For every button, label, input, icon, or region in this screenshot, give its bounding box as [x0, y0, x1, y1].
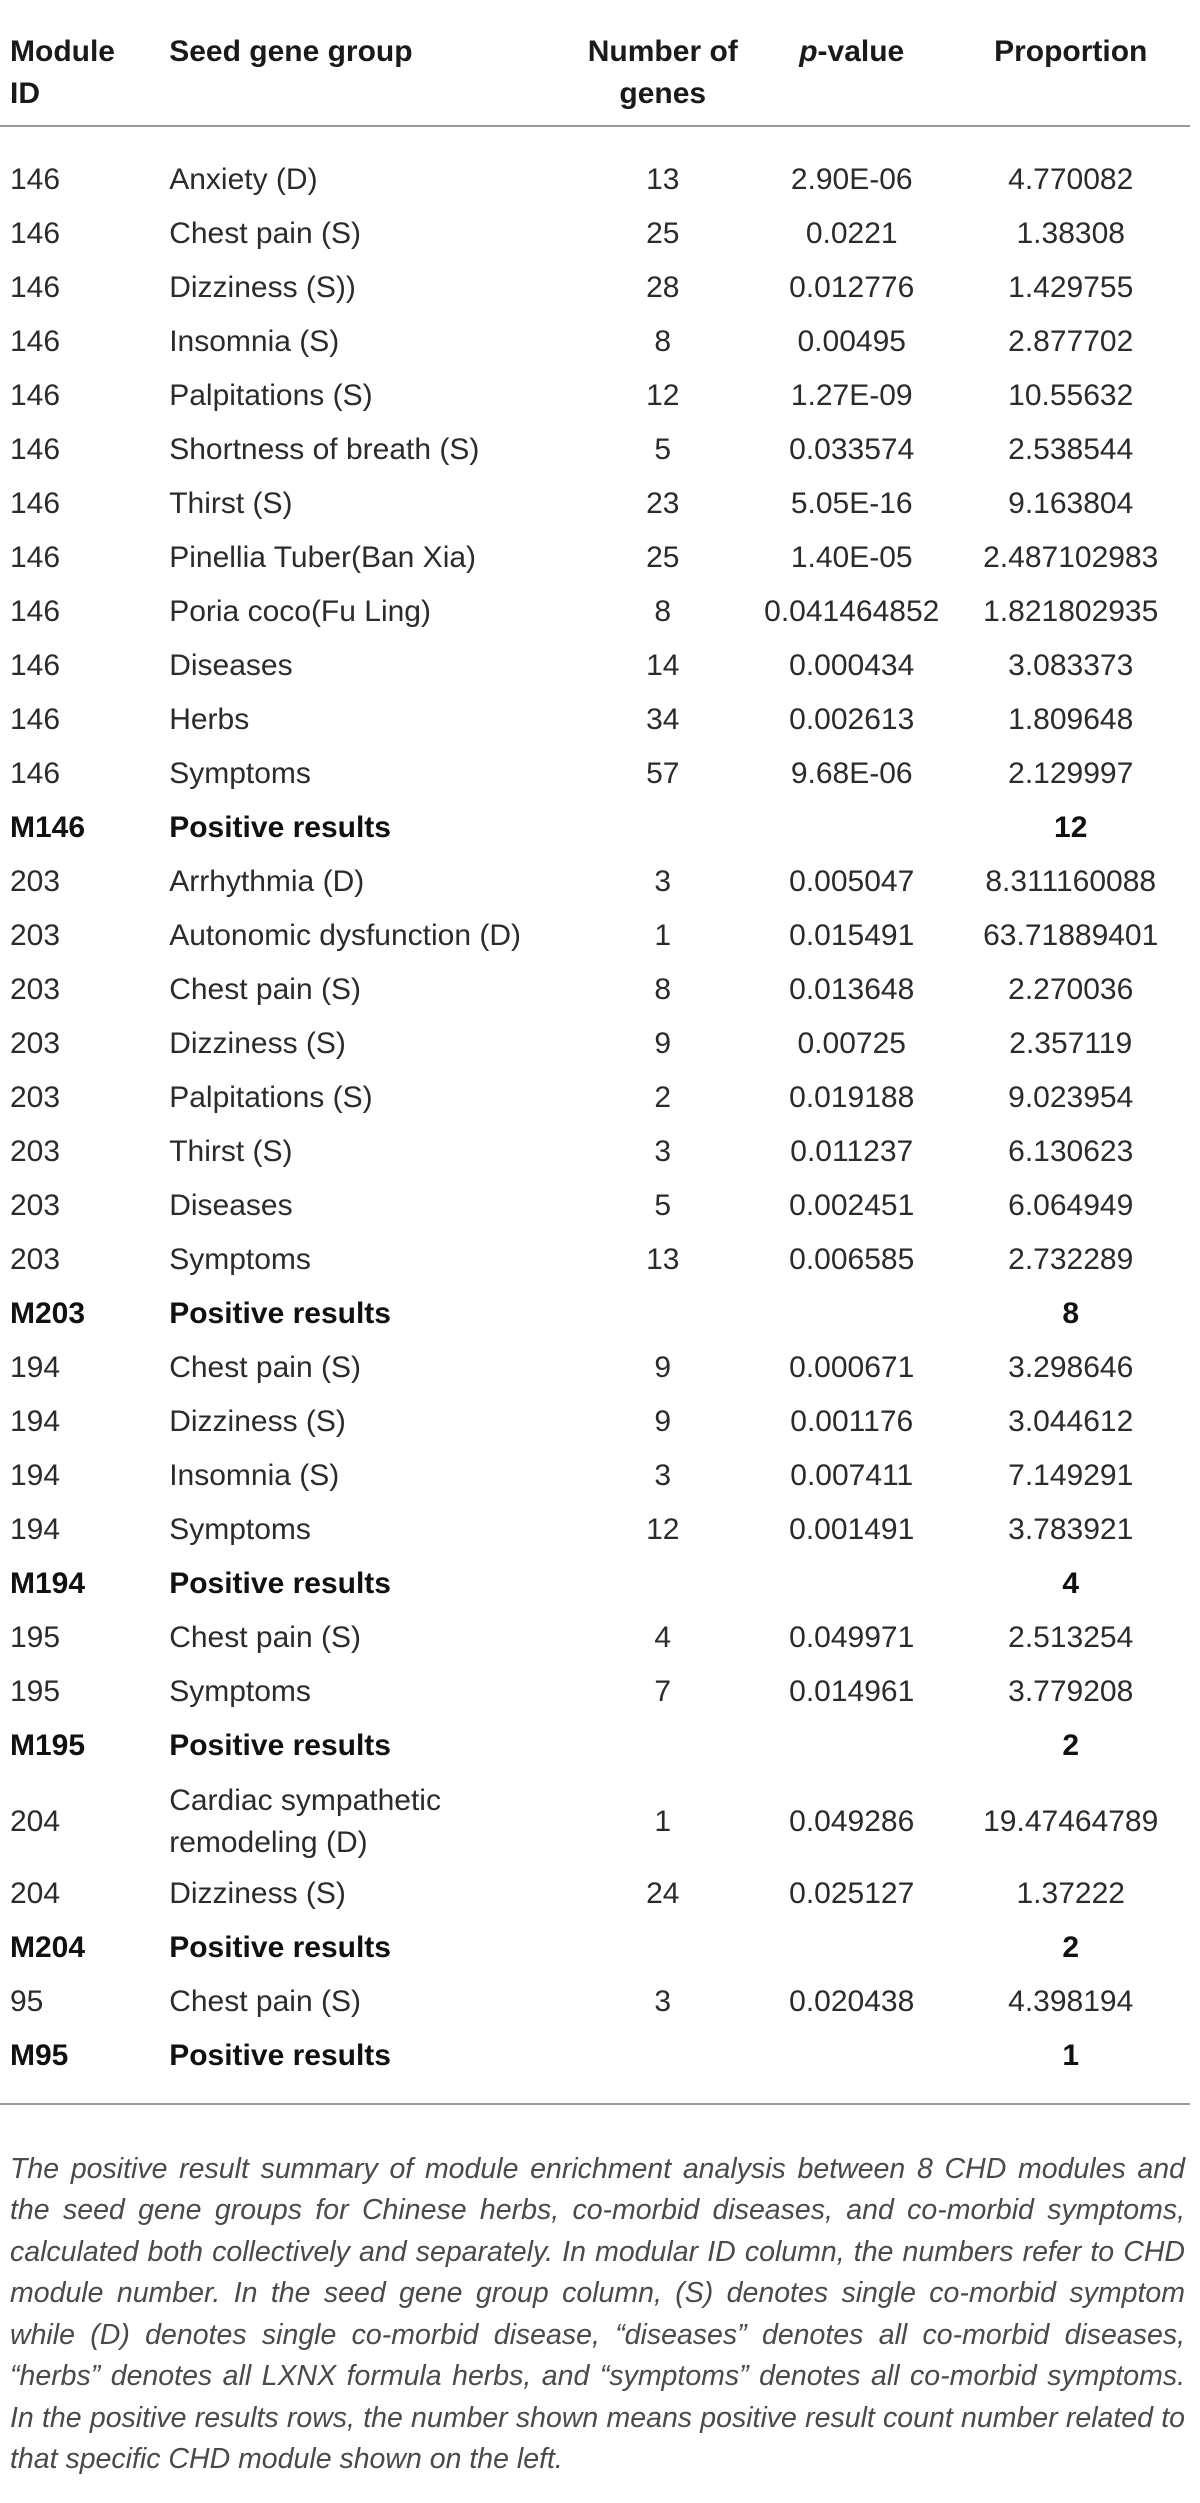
cell-number-of-genes: [574, 1719, 752, 1773]
cell-seed-gene-group: Shortness of breath (S): [169, 433, 480, 466]
cell-seed-gene-group: Insomnia (S): [169, 1459, 340, 1492]
cell-proportion: 4: [1062, 1567, 1080, 1600]
cell-seed-gene-group: Cardiac sympathetic remodeling (D): [169, 1784, 441, 1859]
cell-module-id: 146: [10, 325, 61, 358]
header-module-id: Module ID: [0, 17, 149, 126]
cell-p-value: 0.049286: [789, 1805, 915, 1838]
positive-results-row: [0, 801, 1190, 855]
positive-results-row: [0, 1287, 1190, 1341]
cell-p-value: 0.019188: [789, 1081, 915, 1114]
table-row: [0, 909, 1190, 963]
cell-p-value: [752, 1287, 951, 1341]
cell-seed-gene-group: Chest pain (S): [169, 1985, 361, 2018]
table-row: [0, 1125, 1190, 1179]
cell-p-value: [752, 2029, 951, 2083]
cell-proportion: 3.783921: [1008, 1513, 1134, 1546]
cell-proportion: 2.732289: [1008, 1243, 1134, 1276]
cell-number-of-genes: 34: [646, 703, 680, 736]
cell-module-id: 195: [10, 1675, 61, 1708]
cell-number-of-genes: 9: [654, 1351, 672, 1384]
cell-seed-gene-group: Dizziness (S): [169, 1877, 346, 1910]
cell-proportion: 4.770082: [1008, 163, 1134, 196]
cell-module-id: M95: [10, 2039, 69, 2072]
cell-module-id: 146: [10, 217, 61, 250]
cell-seed-gene-group: Chest pain (S): [169, 1351, 361, 1384]
table-row: [0, 1773, 1190, 1867]
cell-module-id: M195: [10, 1729, 86, 1762]
cell-module-id: M194: [10, 1567, 86, 1600]
cell-seed-gene-group: Positive results: [169, 1297, 391, 1330]
table-row: [0, 747, 1190, 801]
cell-p-value: 0.013648: [789, 973, 915, 1006]
cell-number-of-genes: [574, 2029, 752, 2083]
cell-p-value: 0.00725: [797, 1027, 906, 1060]
cell-p-value: [752, 801, 951, 855]
table-header-row: [0, 17, 1190, 126]
table-row: [0, 477, 1190, 531]
cell-proportion: 6.130623: [1008, 1135, 1134, 1168]
cell-seed-gene-group: Dizziness (S): [169, 1405, 346, 1438]
cell-seed-gene-group: Poria coco(Fu Ling): [169, 595, 431, 628]
table-row: [0, 126, 1190, 207]
cell-seed-gene-group: Thirst (S): [169, 487, 293, 520]
cell-p-value: 0.002451: [789, 1189, 915, 1222]
cell-proportion: 2.538544: [1008, 433, 1134, 466]
table-row: [0, 1179, 1190, 1233]
cell-seed-gene-group: Dizziness (S)): [169, 271, 356, 304]
cell-p-value: 0.033574: [789, 433, 915, 466]
cell-proportion: 8.311160088: [985, 865, 1157, 898]
cell-number-of-genes: 28: [646, 271, 680, 304]
cell-number-of-genes: 57: [646, 757, 680, 790]
cell-number-of-genes: 8: [654, 973, 672, 1006]
cell-p-value: 2.90E-06: [790, 163, 913, 196]
cell-seed-gene-group: Chest pain (S): [169, 1621, 361, 1654]
header-number-of-genes: Number of genes: [574, 17, 752, 126]
cell-seed-gene-group: Palpitations (S): [169, 379, 373, 412]
table-row: [0, 585, 1190, 639]
table-row: [0, 1611, 1190, 1665]
cell-module-id: M203: [10, 1297, 86, 1330]
header-p-value-suffix: -value: [817, 35, 905, 68]
cell-number-of-genes: 5: [654, 1189, 672, 1222]
header-p-value-italic: p: [799, 35, 818, 68]
cell-module-id: 204: [10, 1877, 61, 1910]
cell-seed-gene-group: Symptoms: [169, 1243, 311, 1276]
cell-number-of-genes: 3: [654, 865, 672, 898]
cell-number-of-genes: [574, 1557, 752, 1611]
cell-p-value: [752, 1557, 951, 1611]
table-row: [0, 1395, 1190, 1449]
table-row: [0, 1071, 1190, 1125]
table-row: [0, 1867, 1190, 1921]
cell-proportion: 2.877702: [1008, 325, 1134, 358]
table-row: [0, 261, 1190, 315]
cell-module-id: 195: [10, 1621, 61, 1654]
cell-proportion: 12: [1054, 811, 1088, 844]
table-row: [0, 531, 1190, 585]
cell-module-id: 194: [10, 1513, 61, 1546]
cell-seed-gene-group: Diseases: [169, 649, 293, 682]
table-row: [0, 639, 1190, 693]
table-row: [0, 1975, 1190, 2029]
cell-seed-gene-group: Diseases: [169, 1189, 293, 1222]
cell-seed-gene-group: Positive results: [169, 1567, 391, 1600]
cell-seed-gene-group: Symptoms: [169, 1513, 311, 1546]
cell-seed-gene-group: Positive results: [169, 1931, 391, 1964]
header-seed-gene-group: Seed gene group: [149, 17, 573, 126]
header-proportion: Proportion: [951, 17, 1190, 126]
cell-p-value: 0.005047: [789, 865, 915, 898]
table-row: [0, 855, 1190, 909]
cell-seed-gene-group: Autonomic dysfunction (D): [169, 919, 522, 952]
cell-seed-gene-group: Positive results: [169, 2039, 391, 2072]
cell-proportion: 3.083373: [1008, 649, 1134, 682]
table-row: [0, 369, 1190, 423]
cell-p-value: 0.006585: [789, 1243, 915, 1276]
cell-proportion: 3.779208: [1008, 1675, 1134, 1708]
cell-number-of-genes: 13: [646, 1243, 680, 1276]
cell-proportion: 1.821802935: [983, 595, 1159, 628]
table-row: [0, 1503, 1190, 1557]
cell-number-of-genes: 2: [654, 1081, 672, 1114]
cell-number-of-genes: [574, 1921, 752, 1975]
cell-number-of-genes: 9: [654, 1027, 672, 1060]
cell-module-id: 95: [10, 1985, 44, 2018]
cell-proportion: 4.398194: [1008, 1985, 1134, 2018]
cell-module-id: 146: [10, 757, 61, 790]
cell-number-of-genes: 14: [646, 649, 680, 682]
cell-p-value: 0.002613: [789, 703, 915, 736]
cell-seed-gene-group: Positive results: [169, 811, 391, 844]
cell-module-id: 146: [10, 379, 61, 412]
cell-proportion: 2: [1062, 1931, 1080, 1964]
cell-seed-gene-group: Positive results: [169, 1729, 391, 1762]
cell-p-value: [752, 1719, 951, 1773]
cell-p-value: 1.40E-05: [790, 541, 913, 574]
cell-module-id: 203: [10, 1081, 61, 1114]
cell-seed-gene-group: Dizziness (S): [169, 1027, 346, 1060]
cell-seed-gene-group: Herbs: [169, 703, 250, 736]
table-row: [0, 1665, 1190, 1719]
table-caption: The positive result summary of module enrichment analysis between 8 CHD modules and the seed gene groups for Chinese herbs, co-morbid diseases, and co-morbid symptoms, calculated both collectively and separately. In modular ID column, the numbers refer to CHD module number. In the seed gene group column, (S) denotes single co-morbid symptom while (D) denotes single co-morbid disease, “diseases” denotes all co-morbid diseases, “herbs” denotes all LXNX formula herbs, and “symptoms” denotes all co-morbid symptoms. In the positive results rows, the number shown means positive result count number related to that specific CHD module shown on the left.: [10, 2152, 1185, 2475]
cell-seed-gene-group: Symptoms: [169, 1675, 311, 1708]
cell-number-of-genes: 1: [654, 919, 672, 952]
cell-number-of-genes: 24: [646, 1877, 680, 1910]
cell-p-value: 0.011237: [790, 1135, 914, 1168]
cell-seed-gene-group: Anxiety (D): [169, 163, 318, 196]
positive-results-row: [0, 2029, 1190, 2083]
cell-module-id: M204: [10, 1931, 86, 1964]
cell-seed-gene-group: Palpitations (S): [169, 1081, 373, 1114]
cell-number-of-genes: 3: [654, 1135, 672, 1168]
cell-p-value: 0.012776: [789, 271, 915, 304]
cell-number-of-genes: [574, 1287, 752, 1341]
cell-p-value: 0.0221: [805, 217, 898, 250]
positive-results-row: [0, 1921, 1190, 1975]
cell-proportion: 3.044612: [1008, 1405, 1134, 1438]
positive-results-row: [0, 1719, 1190, 1773]
cell-module-id: 203: [10, 1189, 61, 1222]
cell-number-of-genes: 8: [654, 325, 672, 358]
table-row: [0, 693, 1190, 747]
cell-number-of-genes: [574, 801, 752, 855]
cell-proportion: 6.064949: [1008, 1189, 1134, 1222]
table-row: [0, 963, 1190, 1017]
cell-proportion: 1.38308: [1016, 217, 1125, 250]
cell-proportion: 3.298646: [1008, 1351, 1134, 1384]
cell-proportion: 2.270036: [1008, 973, 1134, 1006]
cell-proportion: 1.37222: [1016, 1877, 1125, 1910]
cell-number-of-genes: 25: [646, 217, 680, 250]
cell-p-value: 9.68E-06: [790, 757, 913, 790]
cell-seed-gene-group: Pinellia Tuber(Ban Xia): [169, 541, 477, 574]
cell-module-id: 146: [10, 649, 61, 682]
cell-proportion: 2.357119: [1009, 1027, 1133, 1060]
cell-p-value: [752, 1921, 951, 1975]
cell-p-value: 0.001491: [789, 1513, 915, 1546]
cell-number-of-genes: 23: [646, 487, 680, 520]
cell-p-value: 0.001176: [790, 1405, 914, 1438]
cell-module-id: 204: [10, 1805, 61, 1838]
table-row: [0, 1341, 1190, 1395]
cell-p-value: 0.015491: [789, 919, 915, 952]
cell-proportion: 1.429755: [1008, 271, 1134, 304]
cell-proportion: 7.149291: [1008, 1459, 1134, 1492]
cell-module-id: 203: [10, 919, 61, 952]
cell-p-value: 0.014961: [789, 1675, 915, 1708]
cell-seed-gene-group: Chest pain (S): [169, 973, 361, 1006]
cell-proportion: 63.71889401: [983, 919, 1159, 952]
cell-module-id: 146: [10, 271, 61, 304]
cell-number-of-genes: 4: [654, 1621, 672, 1654]
cell-proportion: 9.163804: [1008, 487, 1134, 520]
cell-p-value: 0.00495: [797, 325, 906, 358]
cell-p-value: 0.049971: [789, 1621, 915, 1654]
cell-proportion: 2.487102983: [983, 541, 1159, 574]
cell-number-of-genes: 9: [654, 1405, 672, 1438]
table-row: [0, 315, 1190, 369]
cell-proportion: 9.023954: [1008, 1081, 1134, 1114]
table-row: [0, 1017, 1190, 1071]
cell-module-id: 203: [10, 973, 61, 1006]
cell-number-of-genes: 3: [654, 1459, 672, 1492]
table-body: [0, 126, 1190, 2083]
cell-p-value: 0.020438: [789, 1985, 915, 2018]
cell-p-value: 0.025127: [789, 1877, 915, 1910]
cell-number-of-genes: 13: [646, 163, 680, 196]
table-row: [0, 423, 1190, 477]
cell-module-id: 194: [10, 1351, 61, 1384]
enrichment-results-table: [0, 17, 1190, 2083]
cell-proportion: 2.129997: [1008, 757, 1134, 790]
cell-module-id: 146: [10, 433, 61, 466]
cell-number-of-genes: 12: [646, 1513, 680, 1546]
cell-proportion: 2: [1062, 1729, 1080, 1762]
cell-module-id: 146: [10, 541, 61, 574]
cell-p-value: 0.007411: [790, 1459, 914, 1492]
cell-seed-gene-group: Symptoms: [169, 757, 311, 790]
cell-seed-gene-group: Thirst (S): [169, 1135, 293, 1168]
cell-module-id: M146: [10, 811, 86, 844]
cell-proportion: 10.55632: [1008, 379, 1134, 412]
header-p-value: [752, 17, 951, 126]
cell-p-value: 0.000671: [789, 1351, 915, 1384]
cell-number-of-genes: 12: [646, 379, 680, 412]
cell-number-of-genes: 5: [654, 433, 672, 466]
cell-p-value: 5.05E-16: [790, 487, 913, 520]
cell-number-of-genes: 7: [654, 1675, 672, 1708]
cell-number-of-genes: 8: [654, 595, 672, 628]
cell-module-id: 203: [10, 1135, 61, 1168]
table-row: [0, 207, 1190, 261]
cell-p-value: 1.27E-09: [790, 379, 913, 412]
cell-module-id: 146: [10, 595, 61, 628]
cell-proportion: 19.47464789: [983, 1805, 1159, 1838]
caption-divider: [0, 2103, 1190, 2105]
cell-module-id: 146: [10, 163, 61, 196]
cell-seed-gene-group: Arrhythmia (D): [169, 865, 365, 898]
table-row: [0, 1233, 1190, 1287]
cell-module-id: 194: [10, 1405, 61, 1438]
cell-number-of-genes: 1: [654, 1805, 672, 1838]
cell-proportion: 2.513254: [1008, 1621, 1134, 1654]
cell-seed-gene-group: Chest pain (S): [169, 217, 361, 250]
cell-p-value: 0.000434: [789, 649, 915, 682]
cell-p-value: 0.041464852: [764, 595, 940, 628]
cell-proportion: 8: [1062, 1297, 1080, 1330]
positive-results-row: [0, 1557, 1190, 1611]
cell-module-id: 146: [10, 703, 61, 736]
cell-proportion: 1.809648: [1008, 703, 1134, 736]
cell-module-id: 194: [10, 1459, 61, 1492]
cell-module-id: 146: [10, 487, 61, 520]
cell-module-id: 203: [10, 865, 61, 898]
cell-number-of-genes: 3: [654, 1985, 672, 2018]
table-row: [0, 1449, 1190, 1503]
cell-seed-gene-group: Insomnia (S): [169, 325, 340, 358]
cell-module-id: 203: [10, 1243, 61, 1276]
cell-module-id: 203: [10, 1027, 61, 1060]
cell-proportion: 1: [1062, 2039, 1080, 2072]
cell-number-of-genes: 25: [646, 541, 680, 574]
